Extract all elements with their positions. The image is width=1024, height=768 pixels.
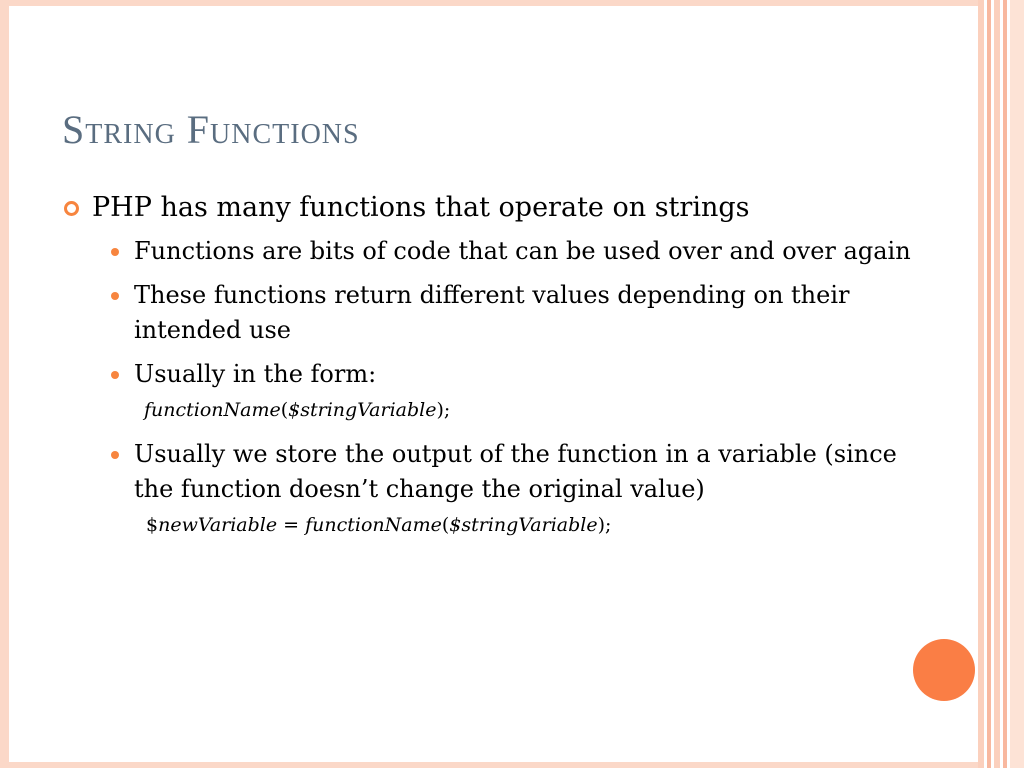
- decorative-stripe: [994, 0, 1000, 768]
- code-argument: $stringVariable: [449, 514, 598, 536]
- bullet-level2: [62, 437, 922, 507]
- bullet-text: Usually in the form:: [134, 360, 377, 388]
- code-paren-close: );: [436, 399, 451, 421]
- code-argument: $stringVariable: [288, 399, 437, 421]
- dot-bullet-icon: [111, 248, 119, 256]
- code-example: [62, 510, 922, 540]
- bullet-text: Usually we store the output of the function in a variable (since the function doesn’t change the original value): [134, 440, 897, 503]
- decorative-stripe: [1003, 0, 1007, 768]
- code-function-name: functionName: [144, 399, 281, 421]
- bullet-text: PHP has many functions that operate on strings: [92, 192, 750, 223]
- dot-bullet-icon: [111, 371, 119, 379]
- decorative-stripe: [1010, 0, 1024, 768]
- bullet-text: These functions return different values depending on their intended use: [134, 281, 850, 344]
- bullet-level2: [62, 234, 922, 269]
- left-border: [0, 0, 9, 768]
- top-border: [0, 0, 982, 6]
- code-paren-close: );: [597, 514, 612, 536]
- decorative-stripe: [978, 0, 984, 768]
- decorative-stripe: [987, 0, 991, 768]
- decorative-circle: [913, 639, 975, 701]
- code-assignment: newVariable = functionName: [158, 514, 442, 536]
- slide-title: String Functions: [62, 107, 360, 152]
- bottom-border: [0, 762, 982, 768]
- bullet-level2: [62, 278, 922, 348]
- bullet-text: Functions are bits of code that can be used over and over again: [134, 237, 911, 265]
- code-dollar: $: [146, 514, 159, 536]
- dot-bullet-icon: [111, 292, 119, 300]
- code-paren-open: (: [280, 399, 289, 421]
- code-example: [62, 395, 922, 425]
- ring-bullet-icon: [64, 201, 79, 216]
- dot-bullet-icon: [111, 451, 119, 459]
- bullet-level2: [62, 357, 922, 392]
- slide-content: [62, 190, 922, 552]
- bullet-level1: [62, 190, 922, 226]
- code-paren-open: (: [441, 514, 450, 536]
